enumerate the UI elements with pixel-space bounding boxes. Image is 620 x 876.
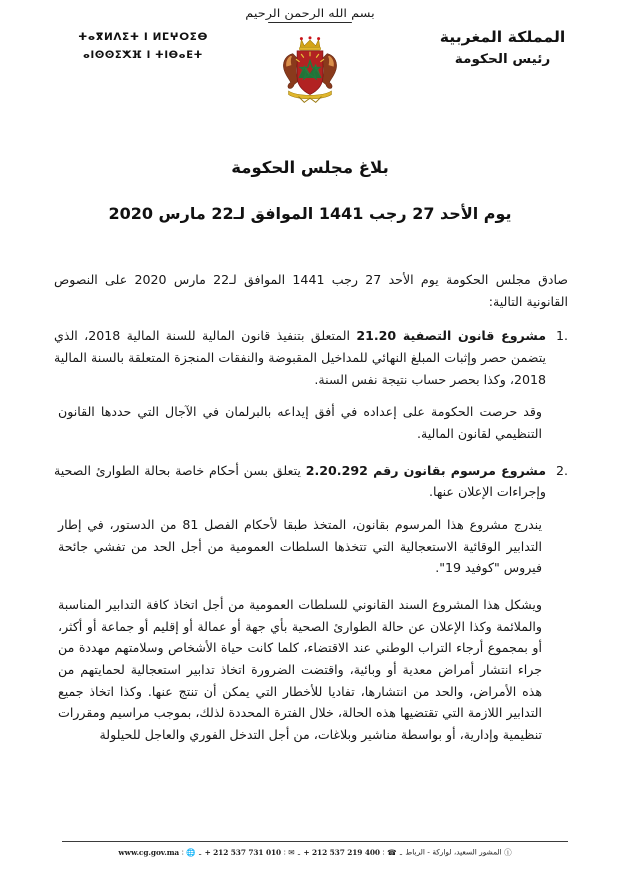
moroccan-coat-of-arms-icon <box>267 25 353 111</box>
phone-icon: ☎ <box>387 848 397 857</box>
footer-separator-1: ـ <box>399 847 403 857</box>
document-footer <box>62 841 568 858</box>
list-item <box>54 325 546 390</box>
legal-item-text: يتعلق بسن أحكام خاصة بحالة الطوارئ الصحية وإجراءات الإعلان عنها. <box>54 462 546 500</box>
footer-separator-2: ـ <box>297 847 301 857</box>
tifinagh-head-of-government-line: ⴰⵏⵙⵙⵉⵅⴼ ⵏ ⵜⵏⴱⴰⴹⵜ <box>82 50 203 62</box>
legal-item-followup: يندرج مشروع هذا المرسوم بقانون، المتخذ طبقا لأحكام الفصل 81 من الدستور، في إطار التدابير الوقائية الاستعجالية التي تتخذها السلطات العمومية من أجل الحد من تفشي جائحة فيروس "كوفيد 19". <box>58 516 542 576</box>
footer-fax: + 212 537 731 010 <box>204 847 282 857</box>
page-subtitle: يوم الأحد 27 رجب 1441 الموافق لـ22 مارس 2020 <box>108 204 512 223</box>
list-item <box>54 460 546 503</box>
footer-colon-3: : <box>181 847 184 857</box>
footer-colon-2: : <box>283 847 286 857</box>
footer-colon-1: : <box>382 847 385 857</box>
emblem-block <box>235 8 385 111</box>
arabic-head-of-government-line: رئيس الحكومة <box>454 51 551 67</box>
page-title: بلاغ مجلس الحكومة <box>231 158 389 177</box>
legal-texts-list <box>54 325 568 390</box>
footer-contact-line <box>62 847 568 858</box>
footer-separator-3: ـ <box>199 847 202 857</box>
legal-item-reference: مشروع قانون التصفية 21.20 <box>356 328 547 344</box>
arabic-heading <box>415 26 590 69</box>
basmala-text: بسم الله الرحمن الرحيم <box>245 6 375 20</box>
footer-divider <box>62 841 568 842</box>
document-header <box>0 0 620 120</box>
legal-item-followup: وقد حرصت الحكومة على إعداده في أفق إيداعه بالبرلمان في الآجال التي حددها القانون التنظيمي لقانون المالية. <box>58 404 542 441</box>
footer-website[interactable]: www.cg.gov.ma <box>118 847 180 857</box>
location-icon: ⓘ <box>504 848 512 857</box>
footer-address: المشور السعيد، لواركة - الرباط <box>405 847 502 857</box>
legal-item-text: المتعلق بتنفيذ قانون المالية للسنة المالية 2018، الذي يتضمن حصر وإثبات المبلغ النهائي للمداخيل المقبوضة والنفقات المنجزة المتعلقة بالسنة المالية 2018، وكذا بحصر حساب نتيجة نفس السنة. <box>54 328 546 387</box>
document-body <box>54 269 568 745</box>
closing-paragraph: ويشكل هذا المشروع السند القانوني للسلطات العمومية من أجل اتخاذ كافة التدابير المناسبة والملائمة وكذا الإعلان عن حالة الطوارئ الصحية بأي جهة أو عمالة أو إقليم أو جماعة أو أكثر، أو بمجموع أرجاء التراب الوطني عند الاقتضاء، كلما كانت حياة الأشخاص وسلامتهم مهددة من جراء انتشار أمراض معدية أو وبائية، واقتضت الضرورة اتخاذ تدابير استعجالية لحمايتهم من هذه الأمراض، والحد من انتشارها، تفاديا للأخطار التي يمكن أن تنتج عنها. وكذا اتخاذ جميع التدابير اللازمة التي تقتضيها هذه الحالة، خلال الفترة المحددة لذلك، بموجب مراسيم ومقررات تنظيمية وإدارية، أو بواسطة مناشير وبلاغات، من أجل التدخل الفوري والعاجل للحيلولة <box>58 596 542 742</box>
globe-icon: 🌐 <box>186 848 196 857</box>
arabic-kingdom-line: المملكة المغربية <box>439 28 566 46</box>
legal-texts-list-continued <box>54 460 568 503</box>
fax-icon: ✉ <box>288 848 295 857</box>
footer-phone: + 212 537 219 400 <box>303 847 380 857</box>
tifinagh-heading <box>38 28 248 66</box>
basmala-underline <box>268 22 352 23</box>
tifinagh-kingdom-line: ⵜⴰⴳⵍⴷⵉⵜ ⵏ ⵍⵎⵖⵔⵉⴱ <box>78 31 208 43</box>
legal-item-reference: مشروع مرسوم بقانون رقم 2.20.292 <box>305 462 546 478</box>
intro-paragraph: صادق مجلس الحكومة يوم الأحد 27 رجب 1441 الموافق لـ22 مارس 2020 على النصوص القانونية التالية: <box>54 272 568 309</box>
